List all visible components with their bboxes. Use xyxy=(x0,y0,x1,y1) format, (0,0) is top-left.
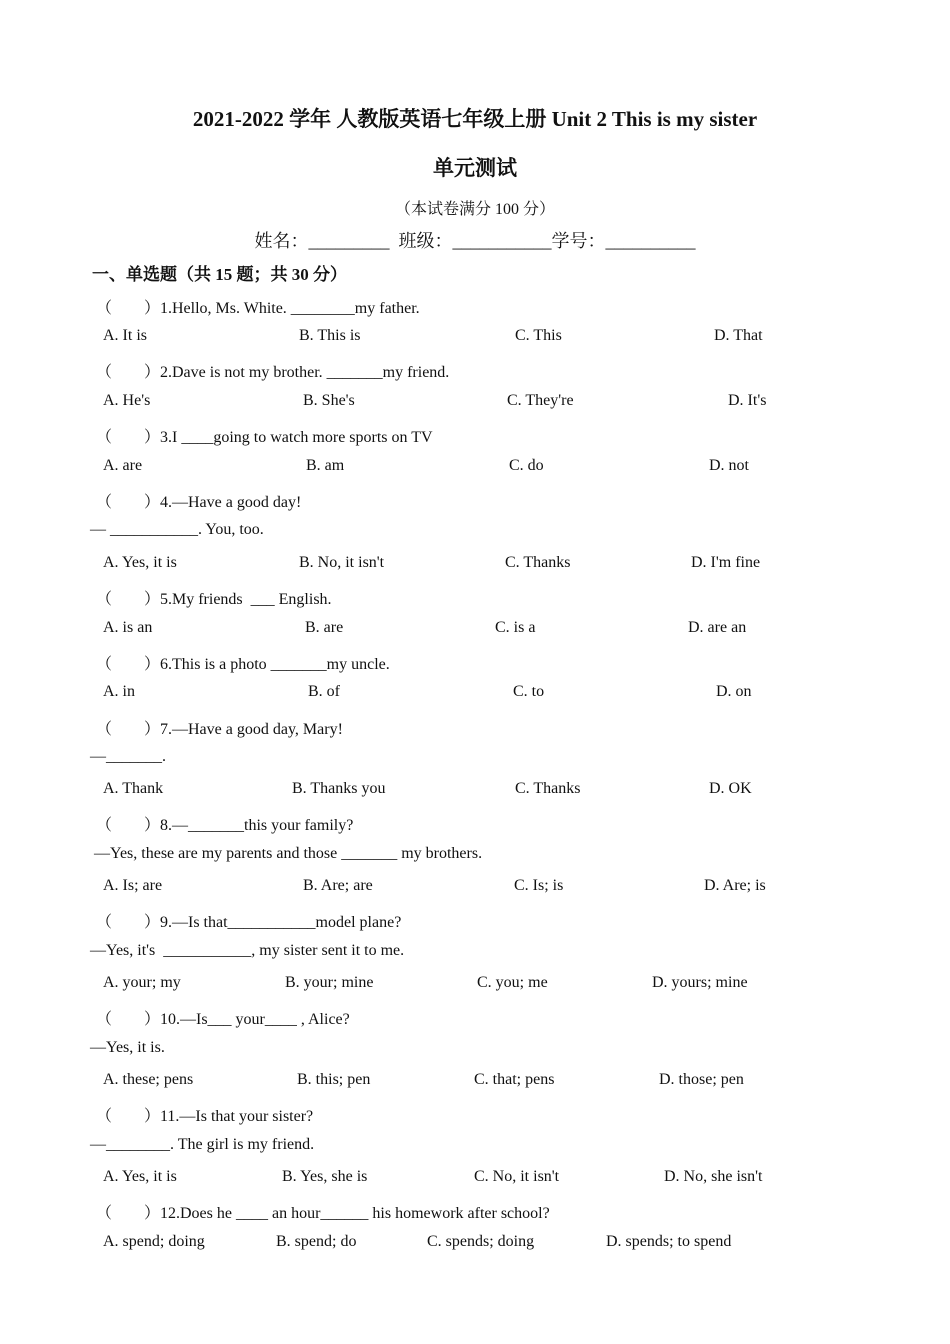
option-c: C. spends; doing xyxy=(427,1233,535,1250)
question-stem-continuation: —Yes, it's ___________, my sister sent it to me. xyxy=(90,942,405,959)
question-stem: （ ）5.My friends ___ English. xyxy=(96,591,332,608)
option-c: C. Thanks xyxy=(505,554,571,571)
question-stem-continuation: —Yes, it is. xyxy=(90,1039,165,1056)
option-c: C. is a xyxy=(495,619,536,636)
option-c: C. Thanks xyxy=(515,780,581,797)
option-d: D. No, she isn't xyxy=(664,1168,763,1185)
option-d: D. those; pen xyxy=(659,1071,744,1088)
student-info-line: 姓名：_________ 班级：___________学号：__________ xyxy=(254,231,696,251)
question-stem-continuation: —________. The girl is my friend. xyxy=(90,1136,315,1153)
option-b: B. of xyxy=(308,683,340,700)
option-b: B. Are; are xyxy=(303,877,373,894)
question-stem: （ ）8.—_______this your family? xyxy=(96,817,354,834)
question-stem: （ ）11.—Is that your sister? xyxy=(96,1108,314,1125)
option-b: B. She's xyxy=(303,392,355,409)
option-c: C. to xyxy=(513,683,545,700)
option-a: A. He's xyxy=(103,392,151,409)
option-a: A. your; my xyxy=(103,974,181,991)
option-b: B. No, it isn't xyxy=(299,554,385,571)
option-a: A. Yes, it is xyxy=(103,1168,177,1185)
option-d: D. I'm fine xyxy=(691,554,761,571)
question-stem: （ ）1.Hello, Ms. White. ________my father. xyxy=(96,300,420,317)
option-d: D. yours; mine xyxy=(652,974,748,991)
option-b: B. your; mine xyxy=(285,974,374,991)
option-a: A. spend; doing xyxy=(103,1233,205,1250)
option-b: B. This is xyxy=(299,327,361,344)
question-stem: （ ）4.—Have a good day! xyxy=(96,494,302,511)
option-b: B. Thanks you xyxy=(292,780,386,797)
question-stem: （ ）2.Dave is not my brother. _______my friend. xyxy=(96,364,450,381)
option-c: C. They're xyxy=(507,392,574,409)
exam-title-line-1: 2021-2022 学年 人教版英语七年级上册 Unit 2 This is my sister xyxy=(192,107,758,131)
option-d: D. are an xyxy=(688,619,747,636)
option-d: D. not xyxy=(709,457,749,474)
question-stem-continuation: — ___________. You, too. xyxy=(90,521,264,538)
option-d: D. Are; is xyxy=(704,877,766,894)
question-stem-continuation: —_______. xyxy=(90,748,166,765)
option-c: C. do xyxy=(509,457,544,474)
option-a: A. Thank xyxy=(103,780,164,797)
option-b: B. Yes, she is xyxy=(282,1168,368,1185)
option-d: D. OK xyxy=(709,780,752,797)
question-stem: （ ）3.I ____going to watch more sports on TV xyxy=(96,429,433,446)
option-a: A. Yes, it is xyxy=(103,554,177,571)
option-b: B. spend; do xyxy=(276,1233,357,1250)
question-stem: （ ）12.Does he ____ an hour______ his homework after school? xyxy=(96,1205,550,1222)
question-stem: （ ）6.This is a photo _______my uncle. xyxy=(96,656,390,673)
question-stem: （ ）7.—Have a good day, Mary! xyxy=(96,721,343,738)
option-b: B. this; pen xyxy=(297,1071,371,1088)
option-c: C. This xyxy=(515,327,562,344)
option-b: B. are xyxy=(305,619,344,636)
option-a: A. are xyxy=(103,457,143,474)
question-stem-continuation: —Yes, these are my parents and those _______ my brothers. xyxy=(90,845,483,862)
question-stem: （ ）10.—Is___ your____ , Alice? xyxy=(96,1011,350,1028)
option-c: C. Is; is xyxy=(514,877,564,894)
score-note: （本试卷满分 100 分） xyxy=(394,201,555,218)
option-c: C. No, it isn't xyxy=(474,1168,560,1185)
question-stem: （ ）9.—Is that___________model plane? xyxy=(96,914,402,931)
option-d: D. on xyxy=(716,683,752,700)
option-a: A. is an xyxy=(103,619,153,636)
section-heading: 一、单选题（共 15 题；共 30 分） xyxy=(92,265,347,284)
option-c: C. you; me xyxy=(477,974,548,991)
option-a: A. Is; are xyxy=(103,877,163,894)
option-d: D. spends; to spend xyxy=(606,1233,732,1250)
option-b: B. am xyxy=(306,457,345,474)
option-c: C. that; pens xyxy=(474,1071,555,1088)
exam-title-line-2: 单元测试 xyxy=(433,156,517,180)
option-a: A. these; pens xyxy=(103,1071,194,1088)
option-d: D. It's xyxy=(728,392,767,409)
option-a: A. in xyxy=(103,683,135,700)
option-a: A. It is xyxy=(103,327,147,344)
option-d: D. That xyxy=(714,327,763,344)
